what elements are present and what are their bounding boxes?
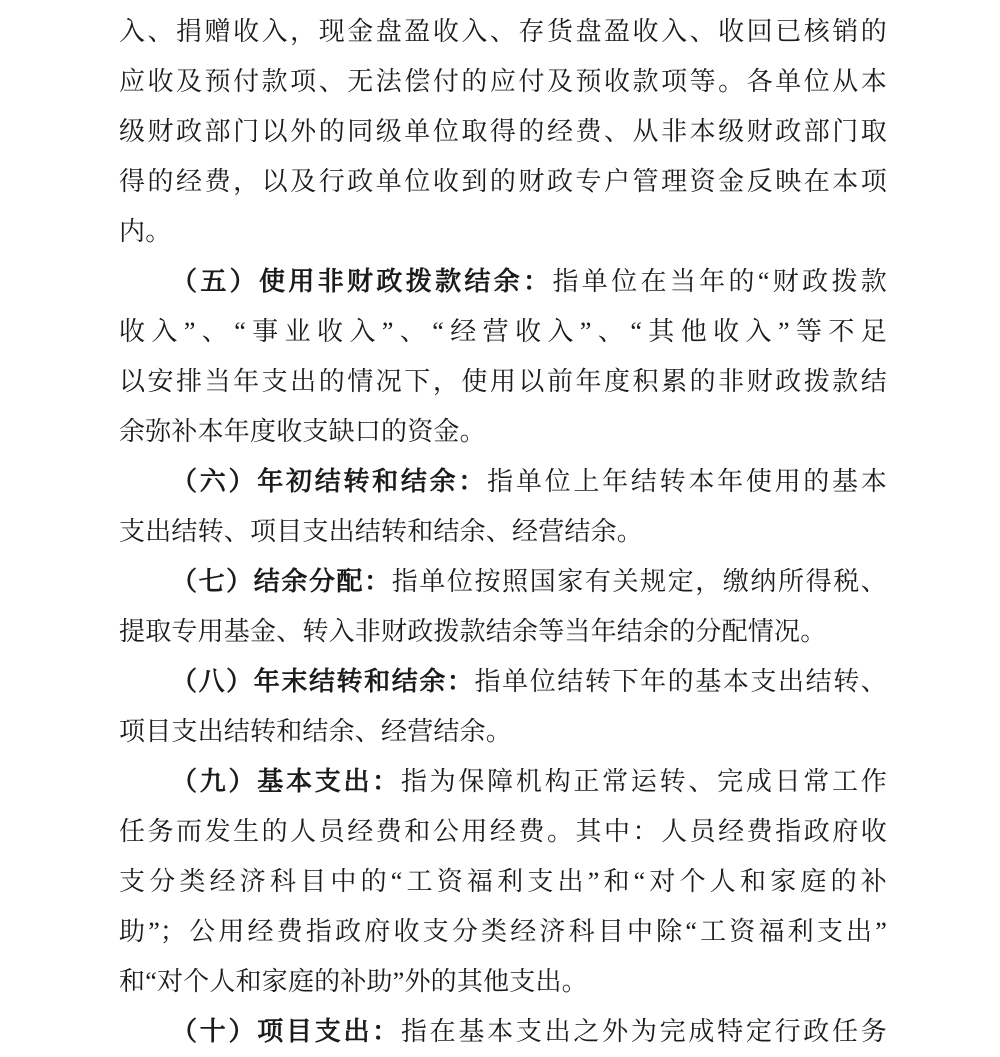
section-heading-text: （七）结余分配： xyxy=(171,567,392,596)
text-line xyxy=(119,407,887,457)
text-line xyxy=(119,957,887,1007)
body-text: 和“对个人和家庭的补助”外的其他支出。 xyxy=(119,967,588,996)
text-line xyxy=(119,607,887,657)
text-line xyxy=(119,57,887,107)
body-text: 项目支出结转和结余、经营结余。 xyxy=(119,717,513,746)
text-line xyxy=(119,907,887,957)
body-text: 支出结转、项目支出结转和结余、经营结余。 xyxy=(119,517,644,546)
text-line xyxy=(119,657,887,707)
body-text: 收入”、“事业收入”、“经营收入”、“其他收入”等不足 xyxy=(119,317,887,346)
text-line xyxy=(119,757,887,807)
text-line xyxy=(119,1007,887,1057)
text-line xyxy=(119,357,887,407)
section-heading-text: （十）项目支出： xyxy=(171,1017,401,1046)
body-text: 指单位按照国家有关规定，缴纳所得税、 xyxy=(391,567,887,596)
body-text: 得的经费，以及行政单位收到的财政专户管理资金反映在本项 xyxy=(119,167,887,196)
body-text: 助”；公用经费指政府收支分类经济科目中除“工资福利支出” xyxy=(119,917,887,946)
body-text: 指单位上年结转本年使用的基本 xyxy=(487,467,887,496)
text-line xyxy=(119,257,887,307)
text-line xyxy=(119,857,887,907)
section-heading-text: （九）基本支出： xyxy=(171,767,401,796)
text-line xyxy=(119,707,887,757)
body-text: 支分类经济科目中的“工资福利支出”和“对个人和家庭的补 xyxy=(119,867,887,896)
body-text: 指单位在当年的“财政拨款 xyxy=(552,267,887,296)
text-line xyxy=(119,457,887,507)
body-text: 入、捐赠收入，现金盘盈收入、存货盘盈收入、收回已核销的 xyxy=(119,17,887,46)
body-text: 以安排当年支出的情况下，使用以前年度积累的非财政拨款结 xyxy=(119,367,887,396)
text-line xyxy=(119,207,887,257)
body-text: 应收及预付款项、无法偿付的应付及预收款项等。各单位从本 xyxy=(119,67,887,96)
text-line xyxy=(119,807,887,857)
text-line xyxy=(119,157,887,207)
body-text: 指单位结转下年的基本支出结转、 xyxy=(474,667,887,696)
text-line xyxy=(119,7,887,57)
text-line xyxy=(119,557,887,607)
text-line xyxy=(119,307,887,357)
document-text-block xyxy=(119,7,887,1057)
section-heading-text: （六）年初结转和结余： xyxy=(171,467,488,496)
body-text: 内。 xyxy=(119,217,172,246)
text-line xyxy=(119,107,887,157)
section-heading-text: （五）使用非财政拨款结余： xyxy=(171,267,553,296)
body-text: 级财政部门以外的同级单位取得的经费、从非本级财政部门取 xyxy=(119,117,887,146)
body-text: 指为保障机构正常运转、完成日常工作 xyxy=(400,767,887,796)
text-line xyxy=(119,507,887,557)
body-text: 余弥补本年度收支缺口的资金。 xyxy=(119,417,486,446)
body-text: 指在基本支出之外为完成特定行政任务 xyxy=(400,1017,887,1046)
body-text: 任务而发生的人员经费和公用经费。其中：人员经费指政府收 xyxy=(119,817,887,846)
section-heading-text: （八）年末结转和结余： xyxy=(171,667,475,696)
body-text: 提取专用基金、转入非财政拨款结余等当年结余的分配情况。 xyxy=(119,617,827,646)
